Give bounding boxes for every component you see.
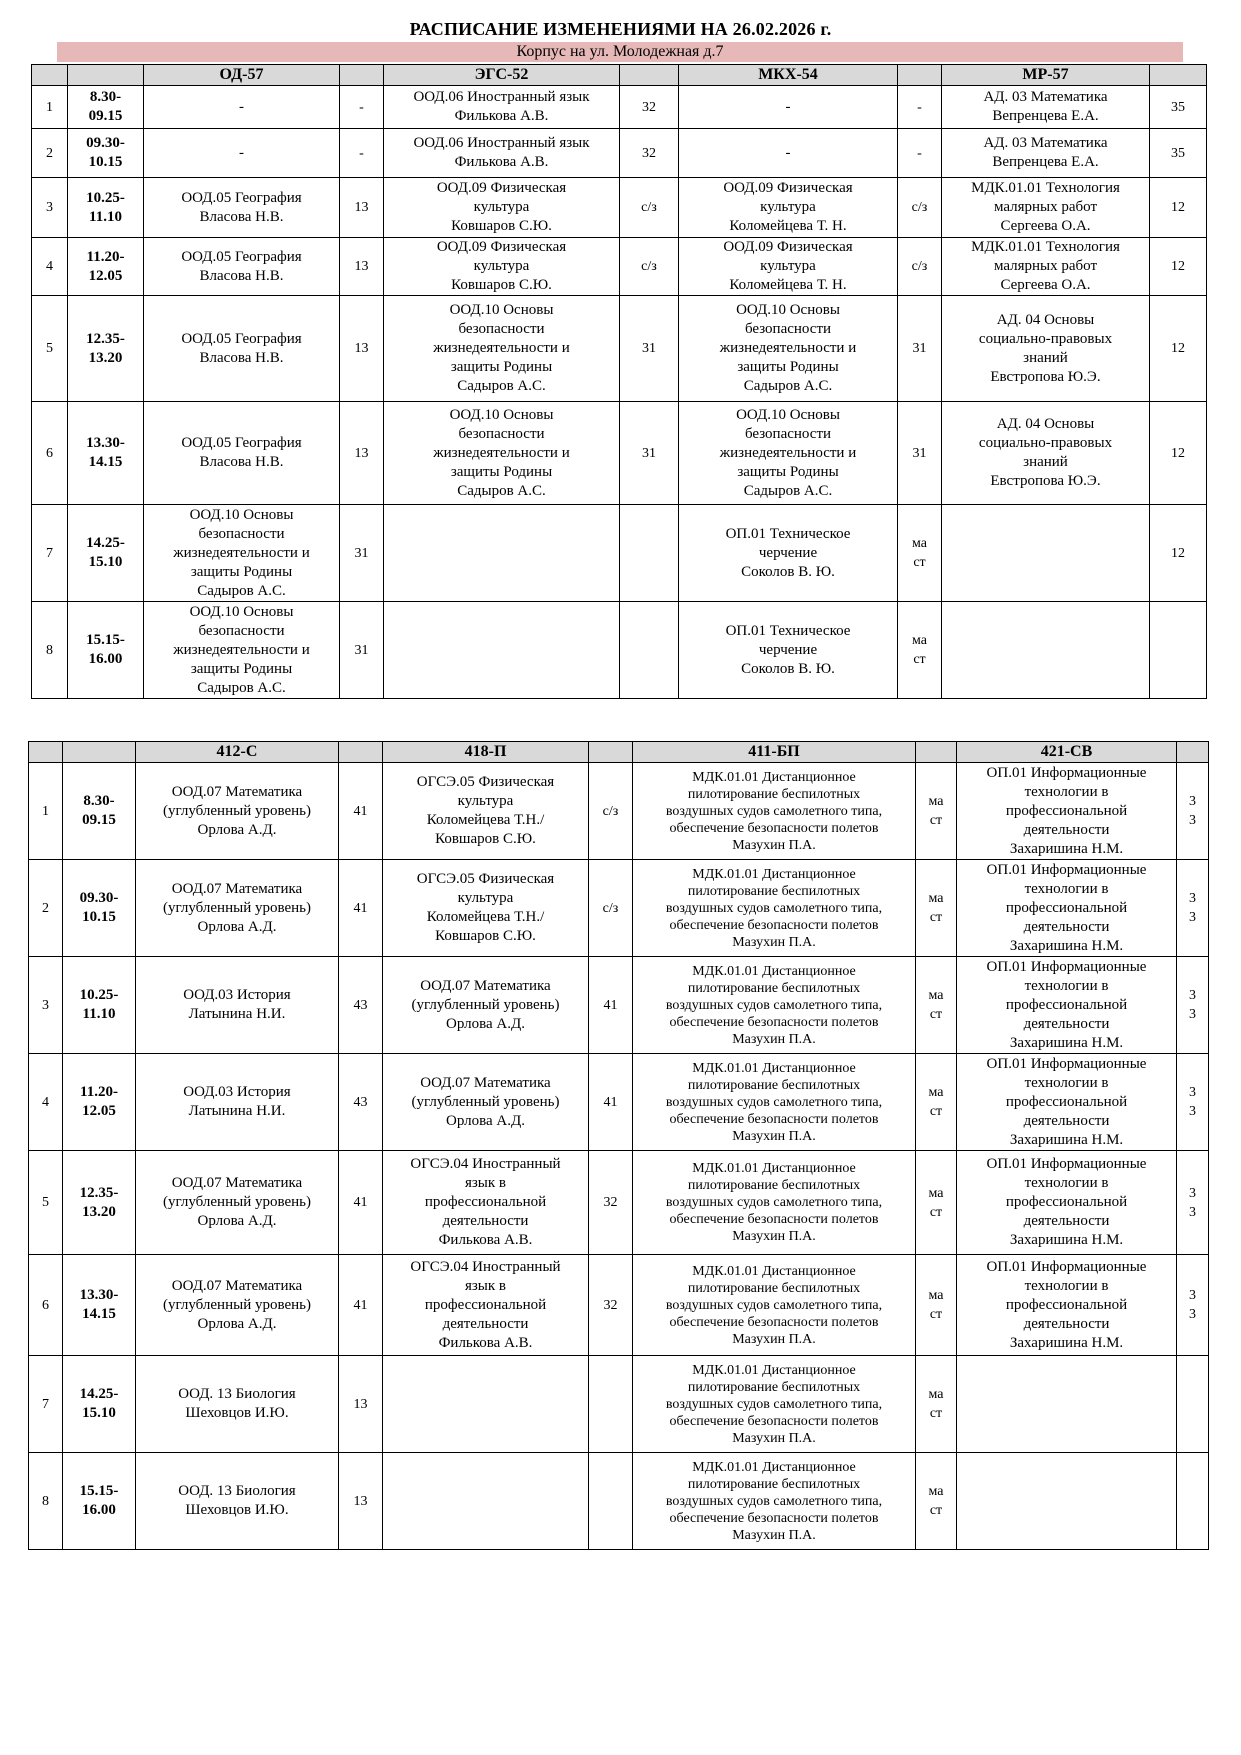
lesson-room: 3 3: [1177, 1054, 1209, 1151]
lesson-room: 31: [620, 296, 679, 402]
lesson-subject: ООД. 13 Биология Шеховцов И.Ю.: [136, 1453, 339, 1550]
schedule-table-1: [31, 64, 1207, 699]
lesson-room: 12: [1150, 296, 1207, 402]
lesson-subject: [383, 1453, 589, 1550]
lesson-room: 13: [339, 1453, 383, 1550]
table-row: [29, 1453, 1209, 1550]
lesson-time: 15.15- 16.00: [63, 1453, 136, 1550]
lesson-room: 3 3: [1177, 1151, 1209, 1255]
lesson-subject: ООД.09 Физическая культура Коломейцева Т. Н.: [679, 178, 898, 238]
lesson-subject: ОП.01 Информационные технологии в профессиональной деятельности Захаришина Н.М.: [957, 1151, 1177, 1255]
lesson-subject: ОП.01 Информационные технологии в профессиональной деятельности Захаришина Н.М.: [957, 1255, 1177, 1356]
lesson-room: 3 3: [1177, 860, 1209, 957]
lesson-room: -: [898, 129, 942, 178]
lesson-subject: ООД.05 География Власова Н.В.: [144, 402, 340, 505]
lesson-subject: ООД.10 Основы безопасности жизнедеятельности и защиты Родины Садыров А.С.: [144, 602, 340, 699]
lesson-subject: МДК.01.01 Дистанционное пилотирование беспилотных воздушных судов самолетного типа, обеспечение безопасности полетов Мазухин П.А.: [633, 1255, 916, 1356]
table-row: [29, 957, 1209, 1054]
lesson-subject: МДК.01.01 Дистанционное пилотирование беспилотных воздушных судов самолетного типа, обеспечение безопасности полетов Мазухин П.А.: [633, 860, 916, 957]
lesson-subject: МДК.01.01 Дистанционное пилотирование беспилотных воздушных судов самолетного типа, обеспечение безопасности полетов Мазухин П.А.: [633, 957, 916, 1054]
lesson-subject: [383, 1356, 589, 1453]
room-header-cell: [1150, 65, 1207, 86]
lesson-room: 31: [340, 505, 384, 602]
lesson-subject: ОП.01 Информационные технологии в профессиональной деятельности Захаришина Н.М.: [957, 860, 1177, 957]
lesson-room: ма ст: [916, 1356, 957, 1453]
lesson-room: 43: [339, 957, 383, 1054]
lesson-subject: [957, 1356, 1177, 1453]
group-header: 418-П: [383, 742, 589, 763]
lesson-number: 2: [32, 129, 68, 178]
lesson-room: ма ст: [916, 1054, 957, 1151]
lesson-subject: ООД.10 Основы безопасности жизнедеятельности и защиты Родины Садыров А.С.: [384, 402, 620, 505]
lesson-subject: [942, 505, 1150, 602]
lesson-subject: ООД.05 География Власова Н.В.: [144, 296, 340, 402]
lesson-subject: МДК.01.01 Дистанционное пилотирование беспилотных воздушных судов самолетного типа, обеспечение безопасности полетов Мазухин П.А.: [633, 763, 916, 860]
lesson-number: 1: [29, 763, 63, 860]
lesson-subject: ООД.06 Иностранный язык Филькова А.В.: [384, 86, 620, 129]
lesson-subject: ООД. 13 Биология Шеховцов И.Ю.: [136, 1356, 339, 1453]
schedule-table-2: [28, 741, 1209, 1550]
lesson-subject: АД. 03 Математика Вепренцева Е.А.: [942, 129, 1150, 178]
building-banner: Корпус на ул. Молодежная д.7: [57, 42, 1183, 62]
lesson-room: 3 3: [1177, 763, 1209, 860]
lesson-subject: -: [144, 86, 340, 129]
lesson-subject: -: [144, 129, 340, 178]
lesson-subject: -: [679, 86, 898, 129]
lesson-room: ма ст: [916, 860, 957, 957]
lesson-subject: МДК.01.01 Технология малярных работ Сергеева О.А.: [942, 178, 1150, 238]
lesson-time: 14.25- 15.10: [63, 1356, 136, 1453]
lesson-subject: МДК.01.01 Дистанционное пилотирование беспилотных воздушных судов самолетного типа, обеспечение безопасности полетов Мазухин П.А.: [633, 1453, 916, 1550]
lesson-room: 41: [339, 1255, 383, 1356]
lesson-subject: ООД.07 Математика (углубленный уровень) Орлова А.Д.: [136, 1255, 339, 1356]
lesson-room: ма ст: [916, 1151, 957, 1255]
lesson-time: 8.30- 09.15: [68, 86, 144, 129]
lesson-room: -: [898, 86, 942, 129]
table-row: [29, 1054, 1209, 1151]
lesson-room: [620, 602, 679, 699]
lesson-subject: ООД.07 Математика (углубленный уровень) Орлова А.Д.: [383, 957, 589, 1054]
lesson-subject: ООД.07 Математика (углубленный уровень) Орлова А.Д.: [136, 860, 339, 957]
lesson-time: 13.30- 14.15: [68, 402, 144, 505]
lesson-room: с/з: [589, 763, 633, 860]
table-row: [29, 1255, 1209, 1356]
time-header-cell: [68, 65, 144, 86]
room-header-cell: [1177, 742, 1209, 763]
group-header: 412-С: [136, 742, 339, 763]
lesson-subject: ОП.01 Техническое черчение Соколов В. Ю.: [679, 602, 898, 699]
lesson-room: 13: [339, 1356, 383, 1453]
room-header-cell: [340, 65, 384, 86]
lesson-room: 41: [589, 957, 633, 1054]
lesson-room: 31: [898, 296, 942, 402]
lesson-room: 3 3: [1177, 1255, 1209, 1356]
lesson-room: 12: [1150, 402, 1207, 505]
lesson-room: 3 3: [1177, 957, 1209, 1054]
lesson-room: [1177, 1356, 1209, 1453]
lesson-subject: МДК.01.01 Дистанционное пилотирование беспилотных воздушных судов самолетного типа, обеспечение безопасности полетов Мазухин П.А.: [633, 1054, 916, 1151]
lesson-room: ма ст: [916, 1255, 957, 1356]
lesson-number: 5: [32, 296, 68, 402]
lesson-subject: ОГСЭ.04 Иностранный язык в профессиональной деятельности Филькова А.В.: [383, 1151, 589, 1255]
lesson-subject: АД. 03 Математика Вепренцева Е.А.: [942, 86, 1150, 129]
lesson-subject: [384, 602, 620, 699]
lesson-number: 3: [32, 178, 68, 238]
lesson-subject: -: [679, 129, 898, 178]
lesson-number: 4: [29, 1054, 63, 1151]
lesson-room: ма ст: [898, 602, 942, 699]
lesson-subject: ОГСЭ.05 Физическая культура Коломейцева Т.Н./ Ковшаров С.Ю.: [383, 860, 589, 957]
lesson-room: 31: [340, 602, 384, 699]
table-row: [32, 296, 1207, 402]
lesson-time: 10.25- 11.10: [63, 957, 136, 1054]
lesson-time: 13.30- 14.15: [63, 1255, 136, 1356]
table-row: [29, 1151, 1209, 1255]
table-row: [32, 129, 1207, 178]
lesson-room: 12: [1150, 505, 1207, 602]
lesson-subject: [942, 602, 1150, 699]
lesson-room: [589, 1453, 633, 1550]
lesson-time: 12.35- 13.20: [68, 296, 144, 402]
lesson-subject: ОП.01 Информационные технологии в профессиональной деятельности Захаришина Н.М.: [957, 957, 1177, 1054]
lesson-number: 7: [32, 505, 68, 602]
group-header: МР-57: [942, 65, 1150, 86]
lesson-subject: АД. 04 Основы социально-правовых знаний Евстропова Ю.Э.: [942, 402, 1150, 505]
group-header: 421-СВ: [957, 742, 1177, 763]
lesson-room: 32: [620, 129, 679, 178]
table-row: [32, 238, 1207, 296]
lesson-room: ма ст: [898, 505, 942, 602]
lesson-subject: ООД.03 История Латынина Н.И.: [136, 1054, 339, 1151]
lesson-room: 41: [339, 763, 383, 860]
lesson-room: 31: [620, 402, 679, 505]
lesson-room: 12: [1150, 238, 1207, 296]
lesson-room: 32: [589, 1255, 633, 1356]
lesson-number: 7: [29, 1356, 63, 1453]
table-row: [29, 860, 1209, 957]
room-header-cell: [339, 742, 383, 763]
lesson-room: [589, 1356, 633, 1453]
room-header-cell: [916, 742, 957, 763]
lesson-room: 41: [339, 1151, 383, 1255]
lesson-room: 12: [1150, 178, 1207, 238]
table-header-row: [32, 65, 1207, 86]
table-row: [29, 763, 1209, 860]
room-header-cell: [620, 65, 679, 86]
lesson-number: 6: [29, 1255, 63, 1356]
lesson-number: 4: [32, 238, 68, 296]
lesson-room: 13: [340, 238, 384, 296]
lesson-subject: ОП.01 Информационные технологии в профессиональной деятельности Захаришина Н.М.: [957, 763, 1177, 860]
lesson-room: ма ст: [916, 1453, 957, 1550]
lesson-room: -: [340, 129, 384, 178]
lesson-subject: МДК.01.01 Дистанционное пилотирование беспилотных воздушных судов самолетного типа, обеспечение безопасности полетов Мазухин П.А.: [633, 1151, 916, 1255]
lesson-room: с/з: [589, 860, 633, 957]
lesson-time: 10.25- 11.10: [68, 178, 144, 238]
table-row: [29, 1356, 1209, 1453]
lesson-number: 8: [32, 602, 68, 699]
lesson-room: 41: [339, 860, 383, 957]
lesson-room: -: [340, 86, 384, 129]
lesson-time: 11.20- 12.05: [68, 238, 144, 296]
lesson-number: 3: [29, 957, 63, 1054]
lesson-subject: ООД.10 Основы безопасности жизнедеятельности и защиты Родины Садыров А.С.: [144, 505, 340, 602]
group-header: ЭГС-52: [384, 65, 620, 86]
lesson-subject: [384, 505, 620, 602]
lesson-time: 12.35- 13.20: [63, 1151, 136, 1255]
lesson-subject: ООД.10 Основы безопасности жизнедеятельности и защиты Родины Садыров А.С.: [679, 296, 898, 402]
lesson-room: 32: [589, 1151, 633, 1255]
lesson-time: 14.25- 15.10: [68, 505, 144, 602]
lesson-number: 8: [29, 1453, 63, 1550]
lesson-subject: ООД.06 Иностранный язык Филькова А.В.: [384, 129, 620, 178]
lesson-subject: ООД.03 История Латынина Н.И.: [136, 957, 339, 1054]
lesson-number: 1: [32, 86, 68, 129]
group-header: 411-БП: [633, 742, 916, 763]
lesson-time: 8.30- 09.15: [63, 763, 136, 860]
lesson-room: 13: [340, 402, 384, 505]
lesson-subject: ОП.01 Информационные технологии в профессиональной деятельности Захаришина Н.М.: [957, 1054, 1177, 1151]
lesson-room: [620, 505, 679, 602]
lesson-number: 6: [32, 402, 68, 505]
lesson-room: 43: [339, 1054, 383, 1151]
table-row: [32, 402, 1207, 505]
lesson-room: 13: [340, 178, 384, 238]
lesson-subject: ООД.07 Математика (углубленный уровень) Орлова А.Д.: [383, 1054, 589, 1151]
table-row: [32, 178, 1207, 238]
lesson-subject: МДК.01.01 Дистанционное пилотирование беспилотных воздушных судов самолетного типа, обеспечение безопасности полетов Мазухин П.А.: [633, 1356, 916, 1453]
lesson-subject: ООД.07 Математика (углубленный уровень) Орлова А.Д.: [136, 1151, 339, 1255]
corner-cell: [29, 742, 63, 763]
lesson-subject: ОП.01 Техническое черчение Соколов В. Ю.: [679, 505, 898, 602]
lesson-room: 13: [340, 296, 384, 402]
lesson-room: с/з: [620, 178, 679, 238]
lesson-time: 15.15- 16.00: [68, 602, 144, 699]
lesson-subject: ОГСЭ.05 Физическая культура Коломейцева Т.Н./ Ковшаров С.Ю.: [383, 763, 589, 860]
lesson-room: с/з: [898, 238, 942, 296]
lesson-room: [1177, 1453, 1209, 1550]
lesson-number: 2: [29, 860, 63, 957]
lesson-subject: ООД.05 География Власова Н.В.: [144, 178, 340, 238]
lesson-room: 35: [1150, 129, 1207, 178]
lesson-subject: ООД.09 Физическая культура Ковшаров С.Ю.: [384, 238, 620, 296]
table-row: [32, 86, 1207, 129]
lesson-subject: ООД.07 Математика (углубленный уровень) Орлова А.Д.: [136, 763, 339, 860]
lesson-subject: ООД.10 Основы безопасности жизнедеятельности и защиты Родины Садыров А.С.: [384, 296, 620, 402]
lesson-time: 11.20- 12.05: [63, 1054, 136, 1151]
lesson-subject: ООД.10 Основы безопасности жизнедеятельности и защиты Родины Садыров А.С.: [679, 402, 898, 505]
lesson-room: [1150, 602, 1207, 699]
lesson-room: 32: [620, 86, 679, 129]
lesson-subject: МДК.01.01 Технология малярных работ Сергеева О.А.: [942, 238, 1150, 296]
lesson-room: ма ст: [916, 763, 957, 860]
lesson-subject: ОГСЭ.04 Иностранный язык в профессиональной деятельности Филькова А.В.: [383, 1255, 589, 1356]
lesson-subject: ООД.05 География Власова Н.В.: [144, 238, 340, 296]
group-header: МКХ-54: [679, 65, 898, 86]
table-row: [32, 505, 1207, 602]
time-header-cell: [63, 742, 136, 763]
lesson-room: 41: [589, 1054, 633, 1151]
lesson-subject: [957, 1453, 1177, 1550]
lesson-subject: ООД.09 Физическая культура Коломейцева Т. Н.: [679, 238, 898, 296]
room-header-cell: [589, 742, 633, 763]
page-title: РАСПИСАНИЕ ИЗМЕНЕНИЯМИ НА 26.02.2026 г.: [409, 19, 832, 39]
lesson-room: ма ст: [916, 957, 957, 1054]
lesson-room: 35: [1150, 86, 1207, 129]
lesson-room: с/з: [620, 238, 679, 296]
room-header-cell: [898, 65, 942, 86]
group-header: ОД-57: [144, 65, 340, 86]
lesson-room: 31: [898, 402, 942, 505]
lesson-time: 09.30- 10.15: [63, 860, 136, 957]
lesson-number: 5: [29, 1151, 63, 1255]
lesson-time: 09.30- 10.15: [68, 129, 144, 178]
table-header-row: [29, 742, 1209, 763]
lesson-room: с/з: [898, 178, 942, 238]
table-row: [32, 602, 1207, 699]
corner-cell: [32, 65, 68, 86]
lesson-subject: ООД.09 Физическая культура Ковшаров С.Ю.: [384, 178, 620, 238]
lesson-subject: АД. 04 Основы социально-правовых знаний Евстропова Ю.Э.: [942, 296, 1150, 402]
